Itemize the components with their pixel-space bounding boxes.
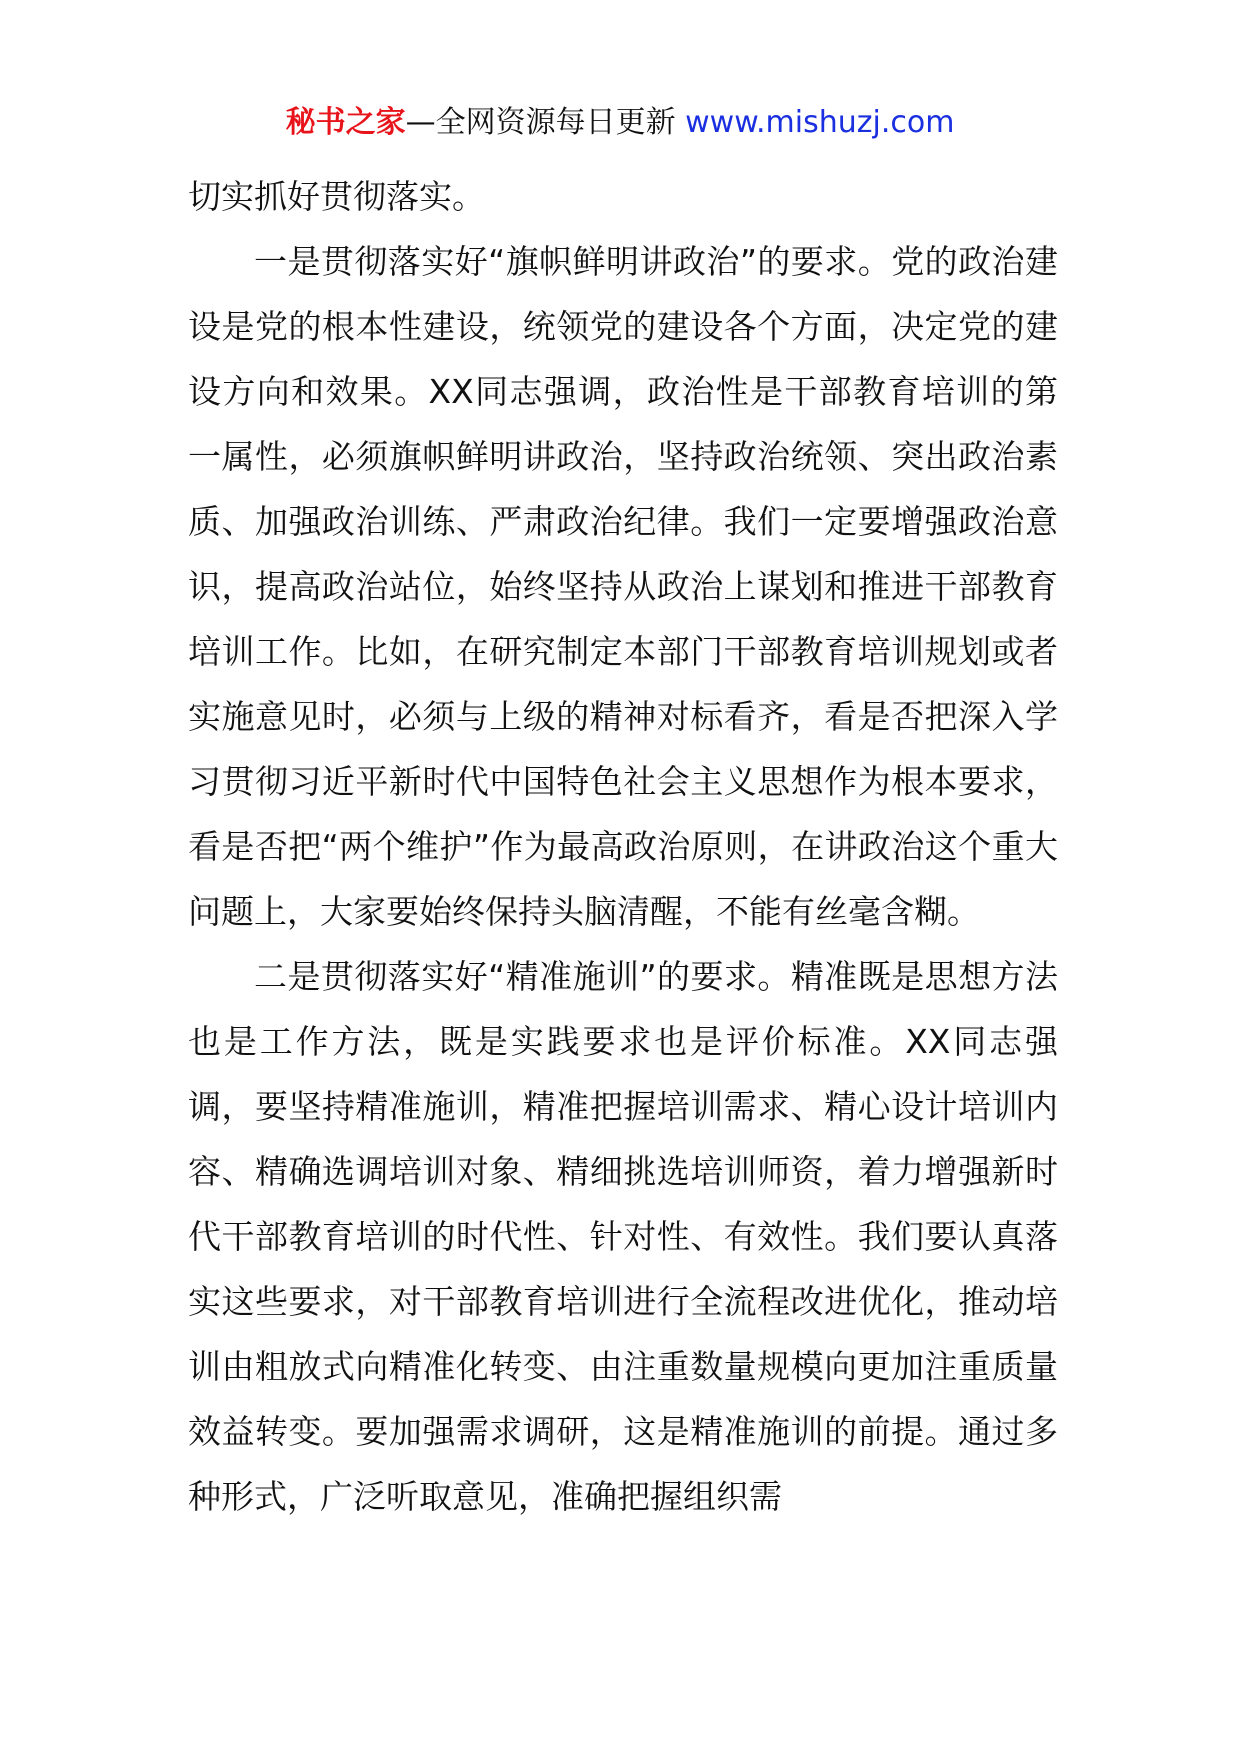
document-body: [188, 164, 1058, 1529]
paragraph-precision-training: 二是贯彻落实好“精准施训”的要求。精准既是思想方法也是工作方法，既是实践要求也是评价标准。XX同志强调，要坚持精准施训，精准把握培训需求、精心设计培训内容、精确选调培训对象、精细挑选培训师资，着力增强新时代干部教育培训的时代性、针对性、有效性。我们要认真落实这些要求，对干部教育培训进行全流程改进优化，推动培训由粗放式向精准化转变、由注重数量规模向更加注重质量效益转变。要加强需求调研，这是精准施训的前提。通过多种形式，广泛听取意见，准确把握组织需: [188, 957, 1058, 1516]
header-brand: 秘书之家: [285, 105, 406, 140]
header-url-link[interactable]: www.mishuzj.com: [685, 105, 955, 140]
paragraph-politics: 一是贯彻落实好“旗帜鲜明讲政治”的要求。党的政治建设是党的根本性建设，统领党的建设各个方面，决定党的建设方向和效果。XX同志强调，政治性是干部教育培训的第一属性，必须旗帜鲜明讲政治，坚持政治统领、突出政治素质、加强政治训练、严肃政治纪律。我们一定要增强政治意识，提高政治站位，始终坚持从政治上谋划和推进干部教育培训工作。比如，在研究制定本部门干部教育培训规划或者实施意见时，必须与上级的精神对标看齐，看是否把深入学习贯彻习近平新时代中国特色社会主义思想作为根本要求，看是否把“两个维护”作为最高政治原则，在讲政治这个重大问题上，大家要始终保持头脑清醒，不能有丝毫含糊。: [188, 242, 1058, 931]
page-header: [0, 100, 1240, 146]
header-tagline: —全网资源每日更新: [405, 105, 676, 140]
paragraph-continuation: 切实抓好贯彻落实。: [188, 177, 485, 216]
